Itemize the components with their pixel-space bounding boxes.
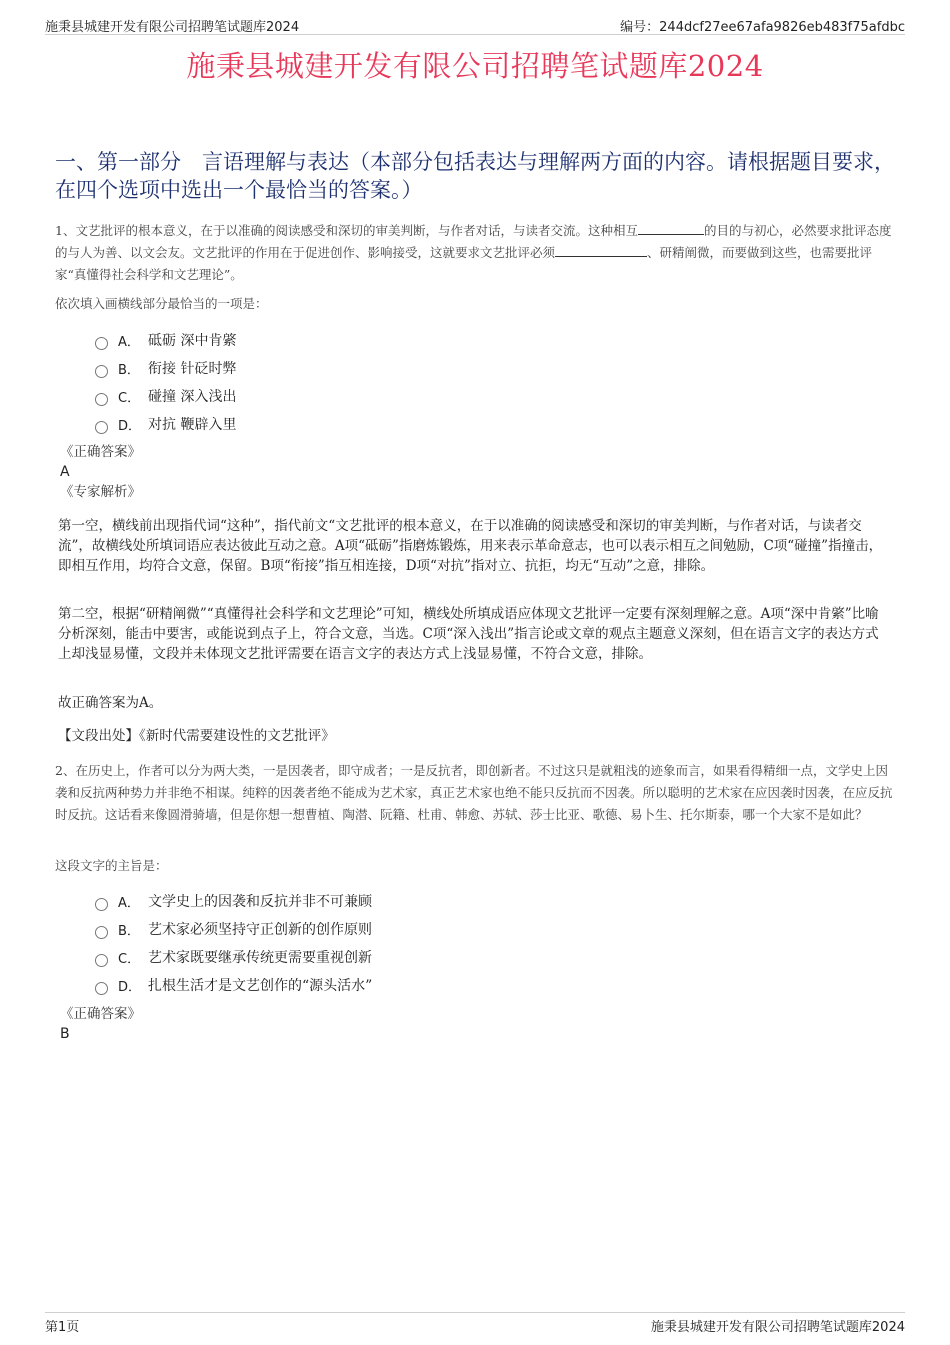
radio-button[interactable] bbox=[95, 954, 108, 967]
radio-button[interactable] bbox=[95, 337, 108, 350]
q1-analysis-para-1: 第一空，横线前出现指代词“这种”，指代前文“文艺批评的根本意义，在于以准确的阅读感受和深切的审美判断，与作者对话，与读者交流”，故横线处所填词语应表达彼此互动之意。A项“砥砺”指磨炼锻炼，用来表示革命意志，也可以表示相互之间勉励，C项“碰撞”指撞击，即相互作用，均符合文意，保留。B项“衔接”指互相连接，D项“对抗”指对立、抗拒，均无“互动”之意，排除。 bbox=[58, 518, 883, 574]
q1-answer: A bbox=[60, 464, 70, 480]
q1-analysis-para-2: 第二空，根据“研精阐微”“真懂得社会科学和文艺理论”可知，横线处所填成语应体现文艺批评一定要有深刻理解之意。A项“深中肯綮”比喻分析深刻，能击中要害，或能说到点子上，符合文意，当选。C项“深入浅出”指言论或文章的观点主题意义深刻，但在语言文字的表达方式上却浅显易懂，文段并未体现文艺批评需要在语言文字的表达方式上浅显易懂，不符合文意，排除。 bbox=[58, 606, 879, 662]
page-header bbox=[45, 14, 905, 35]
q1-analysis-label: 《专家解析》 bbox=[60, 484, 141, 500]
q1-option-a[interactable]: A． 砥砺 深中肯綮 bbox=[95, 326, 236, 354]
page-footer bbox=[45, 1312, 905, 1335]
question-2-prompt: 这段文字的主旨是： bbox=[55, 858, 168, 873]
radio-button[interactable] bbox=[95, 421, 108, 434]
q2-answer: B bbox=[60, 1026, 70, 1042]
q2-option-a[interactable]: A． 文学史上的因袭和反抗并非不可兼顾 bbox=[95, 887, 372, 915]
radio-button[interactable] bbox=[95, 926, 108, 939]
question-1-options bbox=[95, 326, 236, 438]
header-doc-number: 编号：244dcf27ee67afa9826eb483f75afdbc bbox=[620, 20, 905, 35]
question-2-options bbox=[95, 887, 372, 999]
q2-option-d[interactable]: D． 扎根生活才是文艺创作的“源头活水” bbox=[95, 971, 372, 999]
section-title: 一、第一部分 言语理解与表达（本部分包括表达与理解两方面的内容。请根据题目要求，在四个选项中选出一个最恰当的答案。） bbox=[55, 150, 895, 202]
q2-option-b[interactable]: B． 艺术家必须坚持守正创新的创作原则 bbox=[95, 915, 372, 943]
page-title: 施秉县城建开发有限公司招聘笔试题库2024 bbox=[186, 49, 764, 83]
question-1-text: 1、文艺批评的根本意义，在于以准确的阅读感受和深切的审美判断，与作者对话，与读者交流。这种相互 的目的与初心，必然要求批评态度的与人为善、以文会友。文艺批评的作用在于促进创作、影响接受，这就要求文艺批评必须 、研精阐微，而要做到这些，也需要批评家“真懂得社会科学和文艺理论”。 bbox=[55, 220, 895, 286]
question-1-prompt: 依次填入画横线部分最恰当的一项是： bbox=[55, 296, 268, 311]
radio-button[interactable] bbox=[95, 898, 108, 911]
q2-option-c[interactable]: C． 艺术家既要继承传统更需要重视创新 bbox=[95, 943, 372, 971]
q1-analysis-conclusion: 故正确答案为A。 bbox=[58, 695, 163, 711]
page-number: 第1页 bbox=[45, 1320, 80, 1335]
q1-option-d[interactable]: D． 对抗 鞭辟入里 bbox=[95, 410, 236, 438]
fill-blank-2 bbox=[555, 242, 647, 257]
q1-answer-label: 《正确答案》 bbox=[60, 444, 141, 460]
question-1-text-block bbox=[55, 220, 895, 286]
fill-blank-1 bbox=[638, 220, 704, 235]
header-doc-title: 施秉县城建开发有限公司招聘笔试题库2024 bbox=[45, 20, 300, 35]
question-2-text: 2、在历史上，作者可以分为两大类，一是因袭者，即守成者；一是反抗者，即创新者。不过这只是就粗浅的迹象而言，如果看得精细一点，文学史上因袭和反抗两种势力并非绝不相谋。纯粹的因袭者绝不能成为艺术家，真正艺术家也绝不能只反抗而不因袭。所以聪明的艺术家在应因袭时因袭，在应反抗时反抗。这话看来像圆滑骑墙，但是你想一想曹植、陶潜、阮籍、杜甫、韩愈、苏轼、莎士比亚、歌德、易卜生、托尔斯泰，哪一个大家不是如此？ bbox=[55, 763, 893, 822]
footer-doc-title: 施秉县城建开发有限公司招聘笔试题库2024 bbox=[650, 1320, 905, 1335]
radio-button[interactable] bbox=[95, 365, 108, 378]
q1-option-b[interactable]: B． 衔接 针砭时弊 bbox=[95, 354, 236, 382]
q1-option-c[interactable]: C． 碰撞 深入浅出 bbox=[95, 382, 236, 410]
q2-answer-label: 《正确答案》 bbox=[60, 1006, 141, 1022]
radio-button[interactable] bbox=[95, 982, 108, 995]
radio-button[interactable] bbox=[95, 393, 108, 406]
q1-source: 【文段出处】《新时代需要建设性的文艺批评》 bbox=[58, 728, 335, 744]
